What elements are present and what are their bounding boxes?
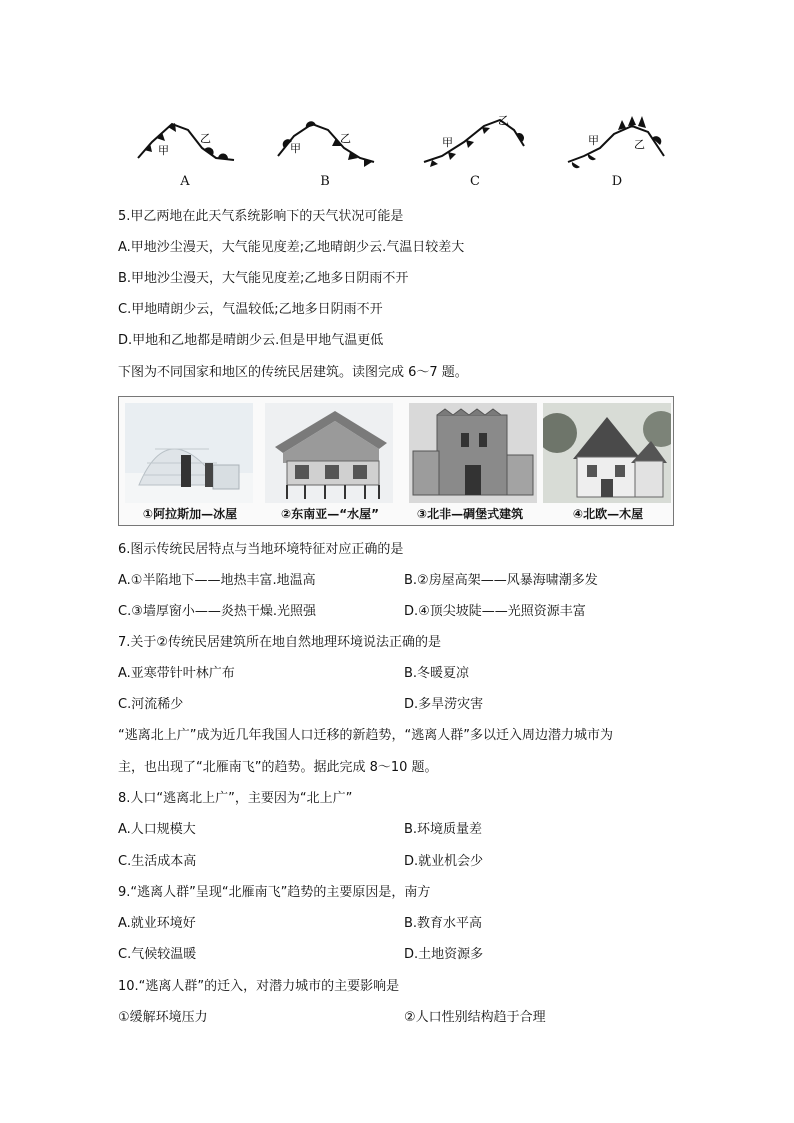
q8-option-c: C.生活成本高 <box>118 854 197 869</box>
intro-q6-7: 下图为不同国家和地区的传统民居建筑。读图完成 6～7 题。 <box>118 365 468 380</box>
q6-option-b: B.②房屋高架——风暴海啸潮多发 <box>404 573 598 588</box>
front-diagram-b <box>270 112 380 192</box>
front-diagram-a <box>130 112 240 192</box>
yi-label: 乙 <box>634 138 645 151</box>
q9-option-b: B.教育水平高 <box>404 916 483 931</box>
q7-option-d: D.多旱涝灾害 <box>404 697 484 712</box>
q9-option-a: A.就业环境好 <box>118 916 196 931</box>
q7-option-a: A.亚寒带针叶林广布 <box>118 666 235 681</box>
jia-label: 甲 <box>588 134 599 147</box>
q6-stem: 6.图示传统民居特点与当地环境特征对应正确的是 <box>118 542 404 557</box>
q8-option-a: A.人口规模大 <box>118 822 196 837</box>
q7-option-c: C.河流稀少 <box>118 697 184 712</box>
caption-wooden-house: ④北欧—木屋 <box>572 507 644 521</box>
q7-option-b: B.冬暖夏凉 <box>404 666 470 681</box>
dwelling-photos <box>118 396 674 526</box>
intro-q8-10-line1: “逃离北上广”成为近几年我国人口迁移的新趋势，“逃离人群”多以迁入周边潜力城市为 <box>118 728 613 743</box>
yi-label: 乙 <box>498 114 509 127</box>
water-house-photo <box>265 403 393 503</box>
q6-option-a: A.①半陷地下——地热丰富.地温高 <box>118 573 316 588</box>
q6-option-c: C.③墙厚窗小——炎热干燥.光照强 <box>118 604 316 619</box>
wooden-house-photo <box>543 403 671 503</box>
q5-option-d: D.甲地和乙地都是晴朗少云.但是甲地气温更低 <box>118 333 384 348</box>
caption-igloo: ①阿拉斯加—冰屋 <box>142 507 238 521</box>
q5-stem: 5.甲乙两地在此天气系统影响下的天气状况可能是 <box>118 209 404 224</box>
q5-option-c: C.甲地晴朗少云，气温较低;乙地多日阴雨不开 <box>118 302 383 317</box>
q10-stem: 10.“逃离人群”的迁入，对潜力城市的主要影响是 <box>118 979 400 994</box>
front-label-d: D <box>611 174 623 189</box>
front-label-b: B <box>320 174 330 189</box>
jia-label: 甲 <box>290 142 301 155</box>
weather-front-figure <box>130 112 670 194</box>
front-d-drawing <box>562 112 672 174</box>
q10-option-1: ①缓解环境压力 <box>118 1010 208 1025</box>
caption-fortress: ③北非—碉堡式建筑 <box>416 507 524 521</box>
front-a-drawing <box>130 112 240 174</box>
q5-option-b: B.甲地沙尘漫天，大气能见度差;乙地多日阴雨不开 <box>118 271 409 286</box>
q10-option-2: ②人口性别结构趋于合理 <box>404 1010 546 1025</box>
q9-stem: 9.“逃离人群”呈现“北雁南飞”趋势的主要原因是，南方 <box>118 885 431 900</box>
q6-option-d: D.④顶尖坡陡——光照资源丰富 <box>404 604 586 619</box>
front-c-drawing <box>420 112 530 174</box>
fortress-photo <box>409 403 537 503</box>
q9-option-d: D.土地资源多 <box>404 947 484 962</box>
q5-option-a: A.甲地沙尘漫天，大气能见度差;乙地晴朗少云.气温日较差大 <box>118 240 465 255</box>
yi-label: 乙 <box>200 132 211 145</box>
yi-label: 乙 <box>340 132 351 145</box>
front-b-drawing <box>270 112 380 174</box>
front-label-c: C <box>470 174 480 189</box>
q7-stem: 7.关于②传统民居建筑所在地自然地理环境说法正确的是 <box>118 635 442 650</box>
q8-stem: 8.人口“逃离北上广”，主要因为“北上广” <box>118 791 353 806</box>
intro-q8-10-line2: 主，也出现了“北雁南飞”的趋势。据此完成 8～10 题。 <box>118 760 438 775</box>
q8-option-b: B.环境质量差 <box>404 822 483 837</box>
jia-label: 甲 <box>158 144 169 157</box>
igloo-photo <box>125 403 253 503</box>
front-diagram-d <box>562 112 672 192</box>
q8-option-d: D.就业机会少 <box>404 854 484 869</box>
q9-option-c: C.气候较温暖 <box>118 947 197 962</box>
jia-label: 甲 <box>442 136 453 149</box>
caption-water-house: ②东南亚—“水屋” <box>281 507 379 521</box>
front-label-a: A <box>180 174 190 189</box>
front-diagram-c <box>420 112 530 192</box>
